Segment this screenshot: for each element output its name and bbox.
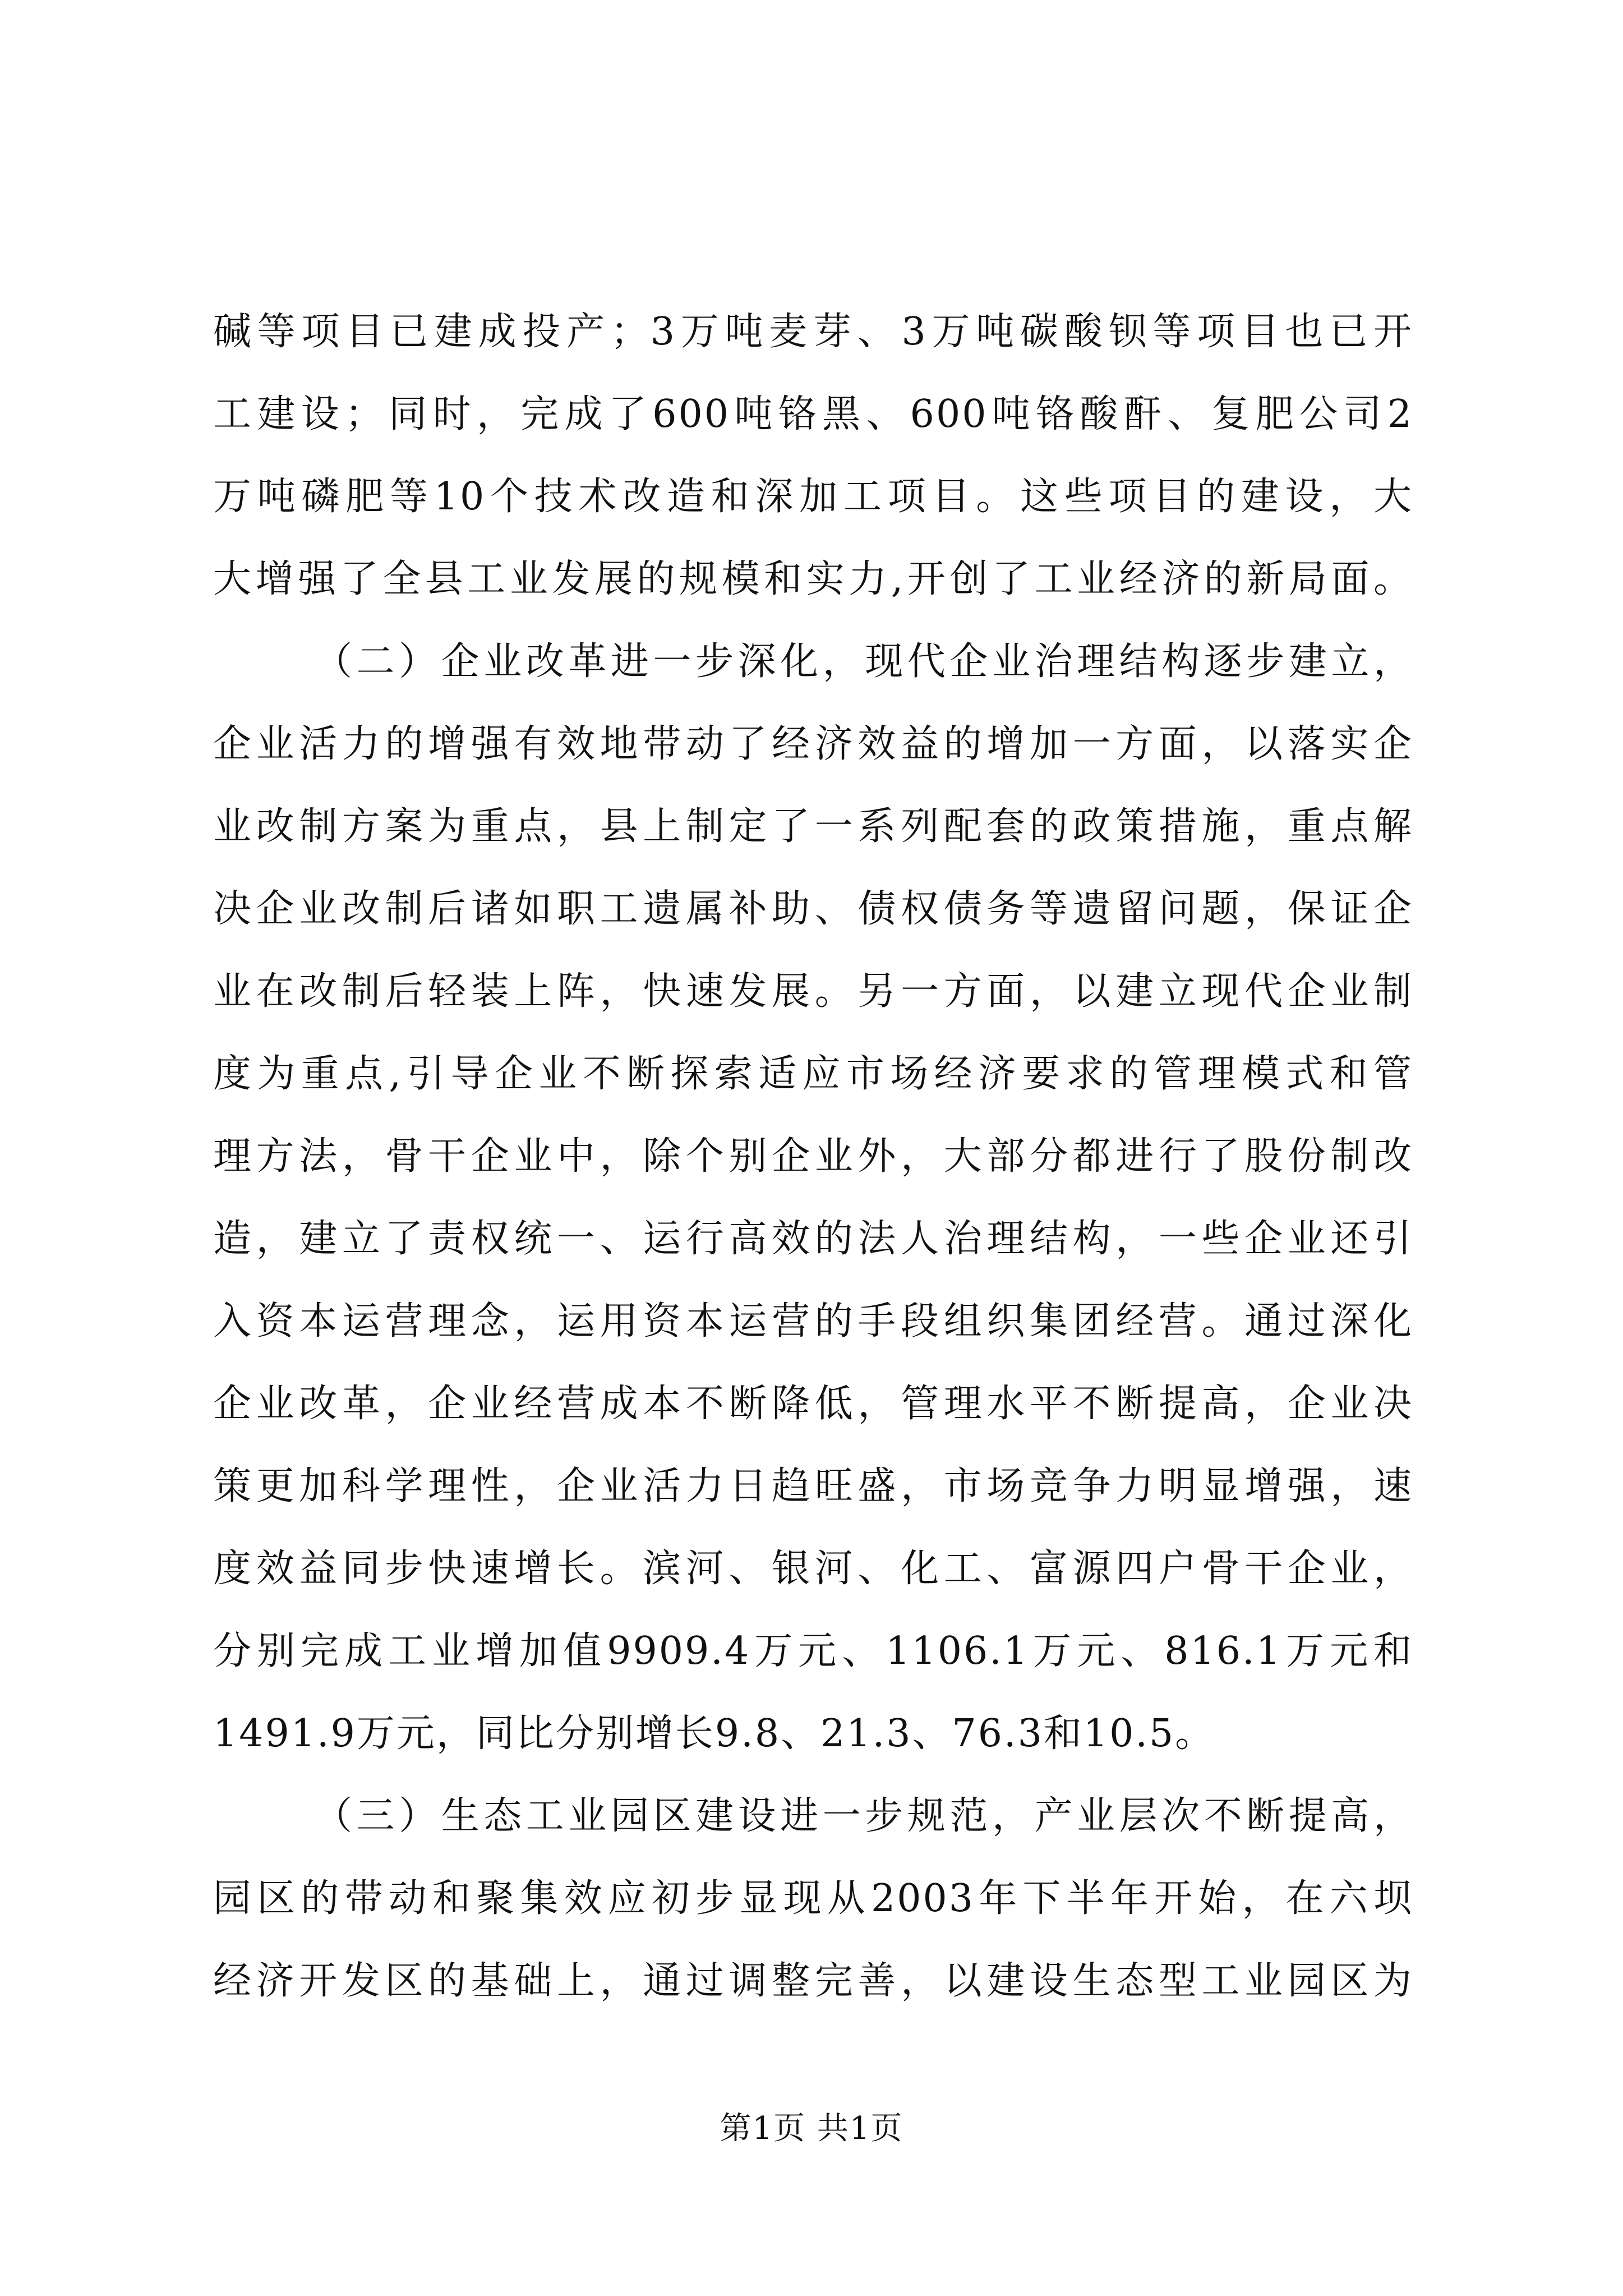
text-line: 策更加科学理性，企业活力日趋旺盛，市场竞争力明显增强，速: [213, 1464, 1413, 1508]
text-line: 度效益同步快速增长。滨河、银河、化工、富源四户骨干企业，: [213, 1547, 1413, 1591]
text-line: 理方法，骨干企业中，除个别企业外，大部分都进行了股份制改: [213, 1134, 1413, 1179]
paragraph-heading-line: （三）生态工业园区建设进一步规范，产业层次不断提高，: [314, 1794, 1413, 1838]
text-line: 造，建立了责权统一、运行高效的法人治理结构，一些企业还引: [213, 1217, 1413, 1261]
text-line: 1491.9万元，同比分别增长9.8、21.3、76.3和10.5。: [213, 1711, 1215, 1756]
text-line: 碱等项目已建成投产；3万吨麦芽、3万吨碳酸钡等项目也已开: [213, 310, 1413, 354]
text-line: 园区的带动和聚集效应初步显现从2003年下半年开始，在六坝: [213, 1876, 1413, 1921]
text-line: 决企业改制后诸如职工遗属补助、债权债务等遗留问题，保证企: [213, 887, 1413, 931]
text-line: 大增强了全县工业发展的规模和实力,开创了工业经济的新局面。: [213, 557, 1413, 601]
text-line: 经济开发区的基础上，通过调整完善，以建设生态型工业园区为: [213, 1959, 1413, 2003]
text-line: 业在改制后轻装上阵，快速发展。另一方面，以建立现代企业制: [213, 969, 1413, 1014]
text-line: 业改制方案为重点，县上制定了一系列配套的政策措施，重点解: [213, 804, 1413, 849]
text-line: 企业改革，企业经营成本不断降低，管理水平不断提高，企业决: [213, 1382, 1413, 1426]
text-line: 度为重点,引导企业不断探索适应市场经济要求的管理模式和管: [213, 1052, 1413, 1096]
text-line: 万吨磷肥等10个技术改造和深加工项目。这些项目的建设，大: [213, 475, 1413, 519]
text-line: 企业活力的增强有效地带动了经济效益的增加一方面，以落实企: [213, 722, 1413, 766]
page-number-label: 第1页 共1页: [720, 2110, 903, 2147]
text-line: 工建设；同时，完成了600吨铬黑、600吨铬酸酐、复肥公司2: [213, 392, 1413, 436]
page-footer: [0, 2106, 1623, 2151]
text-line: 入资本运营理念，运用资本运营的手段组织集团经营。通过深化: [213, 1299, 1413, 1343]
text-line: 分别完成工业增加值9909.4万元、1106.1万元、816.1万元和: [213, 1629, 1413, 1673]
document-body: [213, 291, 1413, 2022]
paragraph-heading-line: （二）企业改革进一步深化，现代企业治理结构逐步建立，: [314, 639, 1413, 684]
